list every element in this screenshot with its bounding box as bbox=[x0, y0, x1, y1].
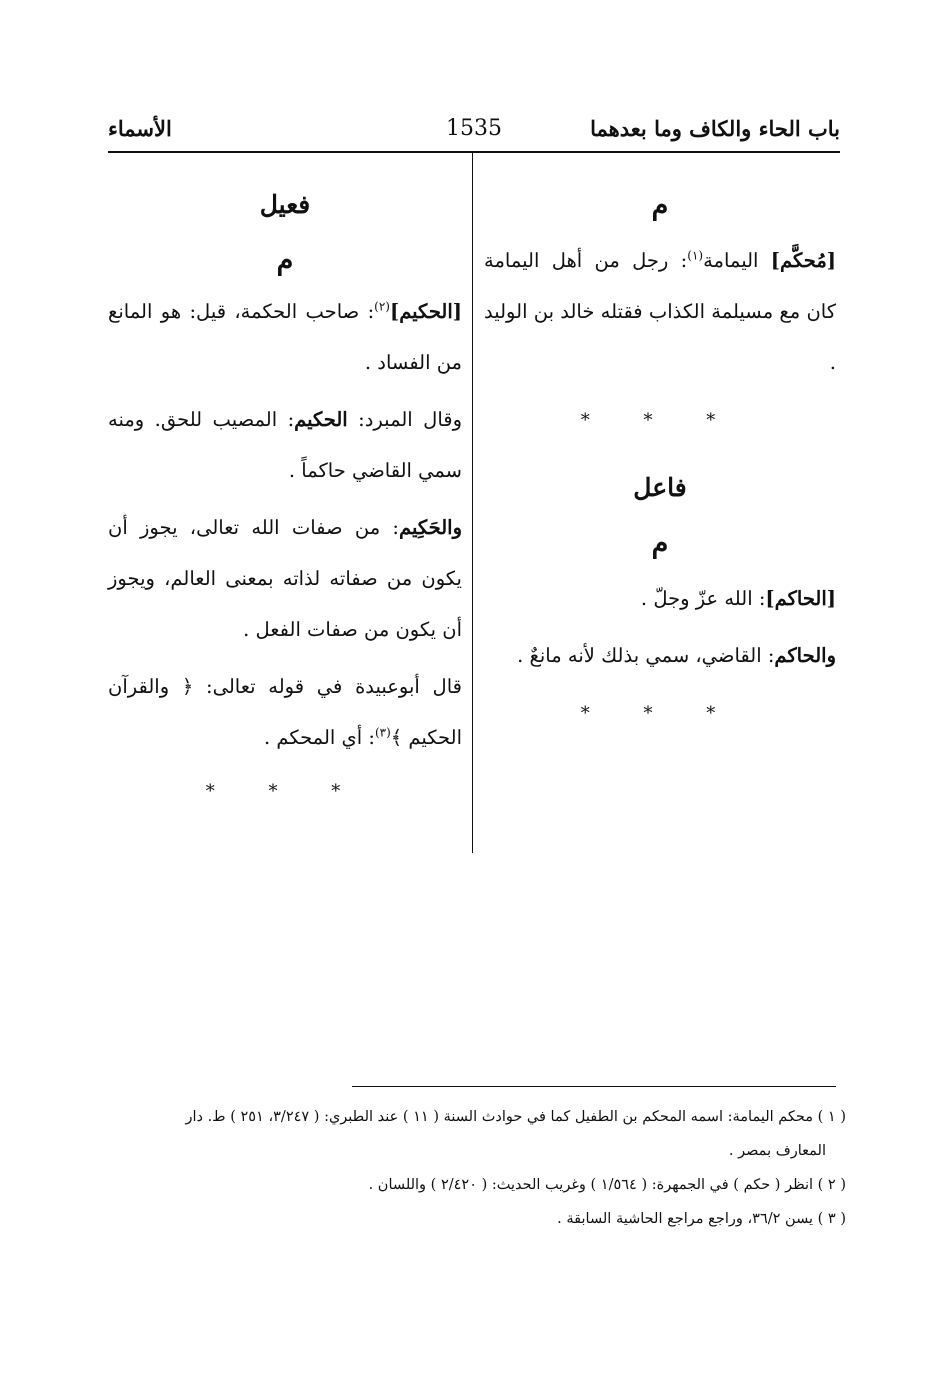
page-header bbox=[108, 112, 840, 152]
entry-text: : صاحب الحكمة، قيل: هو المانع من الفساد . bbox=[108, 300, 462, 374]
left-column bbox=[108, 190, 462, 802]
footnote-1-continued: المعارف بمصر . bbox=[728, 1143, 826, 1159]
entry-term: [مُحكَّم] bbox=[770, 249, 837, 272]
entry-muhakkam bbox=[484, 235, 836, 388]
section-separator: * * * bbox=[205, 781, 365, 802]
entry-hakeem-attribute bbox=[108, 502, 462, 655]
entry-hakeem bbox=[108, 286, 462, 388]
entry-hakim-judge bbox=[484, 630, 836, 681]
footnote-2: ( ٢ ) انظر ( حكم ) في الجمهرة: ( ١/٥٦٤ ) وغريب الحديث: ( ٢/٤٢٠ ) واللسان . bbox=[368, 1177, 846, 1193]
footnotes bbox=[108, 1100, 846, 1236]
footnote-ref: (١) bbox=[687, 248, 704, 263]
root-letter-heading: م bbox=[651, 190, 669, 221]
entry-text: : أي المحكم . bbox=[263, 726, 375, 749]
entry-text: وقال المبرد: bbox=[347, 408, 462, 431]
footnote-3: ( ٣ ) يسن ٣٦/٢، وراجع مراجع الحاشية السابقة . bbox=[557, 1211, 846, 1227]
section-separator: * * * bbox=[580, 410, 740, 431]
entry-text: قال أبوعبيدة في قوله تعالى: ﴿ والقرآن الحكيم ﴾ bbox=[108, 675, 462, 749]
pattern-heading: فعيل bbox=[259, 190, 311, 219]
section-title: الأسماء bbox=[108, 116, 172, 141]
entry-abu-ubayda bbox=[108, 661, 462, 763]
entry-mubarrad bbox=[108, 394, 462, 496]
footnote-rule bbox=[352, 1086, 836, 1087]
chapter-title: باب الحاء والكاف وما بعدهما bbox=[590, 116, 840, 141]
pattern-heading: فاعل bbox=[633, 473, 687, 502]
entry-text: : القاضي، سمي بذلك لأنه مانعٌ . bbox=[517, 644, 775, 667]
footnote-1: ( ١ ) محكم اليمامة: اسمه المحكم بن الطفيل كما في حوادث السنة ( ١١ ) عند الطبري: ( ٣/٢٤٧، ٢٥١ ) ط. دار bbox=[185, 1109, 846, 1125]
right-column bbox=[484, 190, 836, 724]
root-letter-heading: م bbox=[276, 245, 294, 276]
entry-term: الحكيم bbox=[294, 408, 348, 431]
entry-text: اليمامة bbox=[703, 249, 771, 272]
header-rule bbox=[108, 151, 840, 153]
footnote-ref: (٣) bbox=[374, 725, 391, 740]
entry-text: : المصيب للحق. ومنه سمي القاضي حاكماً . bbox=[108, 408, 462, 482]
column-divider bbox=[472, 151, 473, 853]
entry-term: [الحاكم] bbox=[765, 587, 836, 610]
entry-term: والحَكِيم bbox=[399, 516, 462, 539]
page-number: 1535 bbox=[446, 116, 502, 141]
entry-term: [الحكيم] bbox=[389, 300, 462, 323]
entry-hakim bbox=[484, 573, 836, 624]
footnote-ref: (٢) bbox=[374, 299, 390, 314]
entry-text: : رجل من أهل اليمامة كان مع مسيلمة الكذاب فقتله خالد بن الوليد . bbox=[484, 249, 836, 374]
section-separator: * * * bbox=[580, 703, 740, 724]
root-letter-heading: م bbox=[651, 528, 669, 559]
entry-text: : من صفات الله تعالى، يجوز أن يكون من صفاته لذاته بمعنى العالم، ويجوز أن يكون من صفات الفعل . bbox=[108, 516, 462, 641]
entry-text: : الله عزّ وجلّ . bbox=[640, 587, 766, 610]
entry-term: والحاكم bbox=[774, 644, 836, 667]
